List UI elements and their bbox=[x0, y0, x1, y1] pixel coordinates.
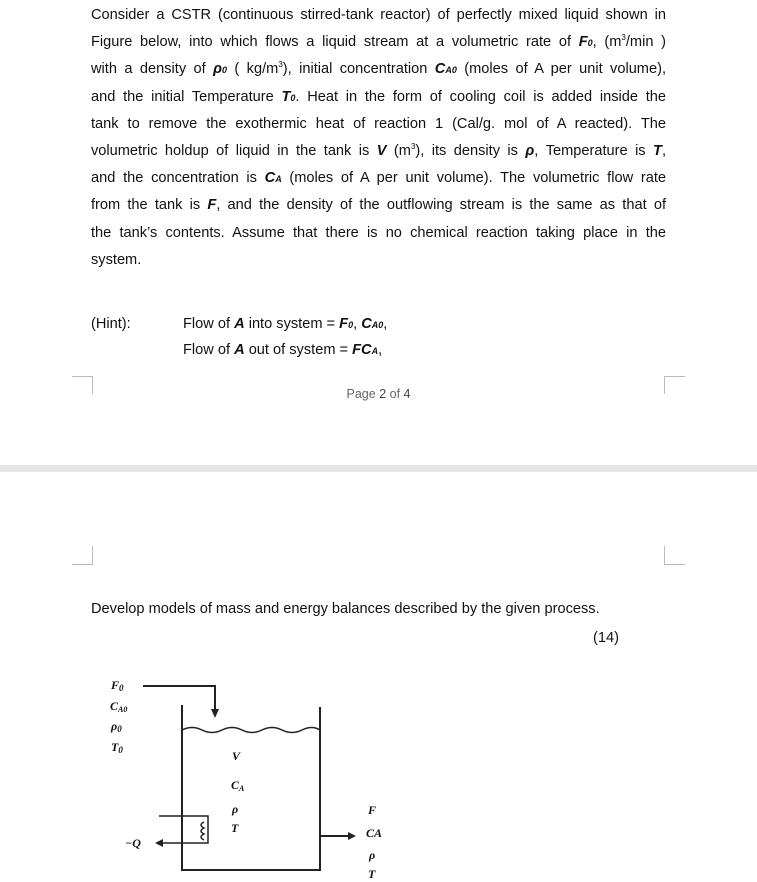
label-CA: CA bbox=[231, 778, 245, 793]
text-line: with a density of ρ0 ( $kg/m^3$), initial concentration CA0 (moles of A per unit volume), bbox=[91, 60, 666, 78]
text-line: and the concentration is CA (moles of A per unit volume). The volumetric flow rate bbox=[91, 170, 666, 187]
page-indicator: Page 2 of 4 bbox=[346, 387, 411, 401]
text-line: tank to remove the exothermic heat of reaction 1 (Cal/g. mol of A reacted). The bbox=[91, 115, 666, 132]
label-CA-out: CA bbox=[366, 826, 383, 840]
label-V: V bbox=[232, 749, 241, 763]
hint-inflow: Flow of A into system = F0, CA0, bbox=[183, 316, 388, 332]
outlet-arrow-icon bbox=[348, 832, 356, 840]
label-rho-out: ρ bbox=[369, 848, 376, 862]
inlet-arrow-icon bbox=[211, 709, 219, 718]
label-T-out: T bbox=[368, 867, 376, 881]
label-T0: T0 bbox=[111, 740, 123, 755]
page-separator bbox=[0, 465, 757, 472]
label-F-out: F bbox=[368, 803, 377, 817]
label-rho: ρ bbox=[232, 802, 239, 816]
label-F0: F0 bbox=[111, 678, 124, 693]
text-line: Figure below, into which flows a liquid stream at a volumetric rate of F0, ($m^3/\min$ ) bbox=[91, 33, 666, 51]
question-text: Develop models of mass and energy balances described by the given process. bbox=[91, 601, 600, 617]
text-line: from the tank is F, and the density of the outflowing stream is the same as that of bbox=[91, 197, 666, 214]
label-rho0: ρ0 bbox=[111, 719, 122, 734]
text-line: system. bbox=[91, 251, 142, 268]
page-corner-mark bbox=[72, 546, 93, 565]
page-corner-mark bbox=[664, 546, 685, 565]
text-line: and the initial Temperature T0. Heat in the form of cooling coil is added inside the bbox=[91, 88, 666, 105]
text-line: Consider a CSTR (continuous stirred-tank reactor) of perfectly mixed liquid shown in bbox=[91, 7, 666, 23]
problem-statement bbox=[91, 0, 666, 274]
label-heat: −Q bbox=[125, 836, 141, 850]
text-line: volumetric holdup of liquid in the tank is V $(m^3)$, its density is ρ, Temperature is T, bbox=[91, 142, 667, 159]
marks-label: (14) bbox=[593, 630, 619, 646]
text-line: the tank’s contents. Assume that there is no chemical reaction taking place in the bbox=[91, 224, 666, 241]
label-CA0: CA0 bbox=[110, 699, 128, 714]
label-T: T bbox=[231, 821, 239, 835]
hint-label: (Hint): bbox=[91, 316, 131, 332]
hint-outflow: Flow of A out of system = FCA, bbox=[183, 342, 383, 358]
heat-arrow-icon bbox=[155, 839, 163, 847]
